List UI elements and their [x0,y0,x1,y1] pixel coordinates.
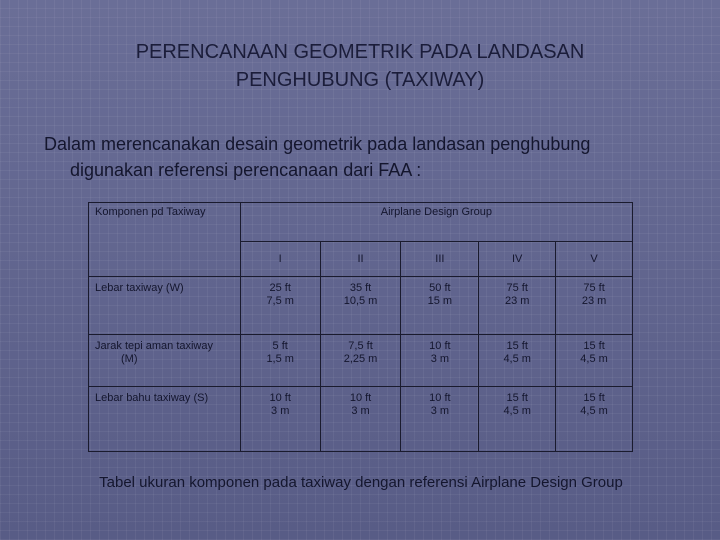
intro-paragraph [44,131,684,183]
group-label: IV [479,242,556,277]
intro-line-1: Dalam merencanakan desain geometrik pada landasan penghubung [44,134,591,154]
title-line-2: PENGHUBUNG (TAXIWAY) [235,69,485,91]
design-group-header: Airplane Design Group [240,203,632,242]
table-cell: 10 ft 3 m [240,387,320,452]
slide-title [40,38,680,94]
table-row [89,387,633,452]
table-cell: 7,5 ft 2,25 m [320,335,401,387]
table-cell: 15 ft 4,5 m [556,387,633,452]
group-label: I [240,242,320,277]
row-label: Lebar bahu taxiway (S) [89,387,241,452]
table-cell: 50 ft 15 m [401,277,479,335]
table-cell: 35 ft 10,5 m [320,277,401,335]
row-label: Jarak tepi aman taxiway (M) [89,335,241,387]
table-cell: 10 ft 3 m [320,387,401,452]
table-row [89,277,633,335]
table-header-row [89,203,633,242]
title-line-1: PERENCANAAN GEOMETRIK PADA LANDASAN [135,41,585,63]
table-cell: 10 ft 3 m [401,335,479,387]
table-cell: 15 ft 4,5 m [479,387,556,452]
table-cell: 15 ft 4,5 m [479,335,556,387]
intro-line-2: digunakan referensi perencanaan dari FAA : [70,160,422,180]
table-cell: 5 ft 1,5 m [240,335,320,387]
table-caption: Tabel ukuran komponen pada taxiway dengan referensi Airplane Design Group [99,474,623,491]
table-cell: 25 ft 7,5 m [240,277,320,335]
taxiway-dimension-table [88,202,633,452]
table-cell: 15 ft 4,5 m [556,335,633,387]
group-label: II [320,242,401,277]
table-cell: 75 ft 23 m [479,277,556,335]
group-label: V [556,242,633,277]
table-cell: 75 ft 23 m [556,277,633,335]
row-label: Lebar taxiway (W) [89,277,241,335]
table-row [89,335,633,387]
table-cell: 10 ft 3 m [401,387,479,452]
component-header: Komponen pd Taxiway [89,203,241,277]
group-label: III [401,242,479,277]
